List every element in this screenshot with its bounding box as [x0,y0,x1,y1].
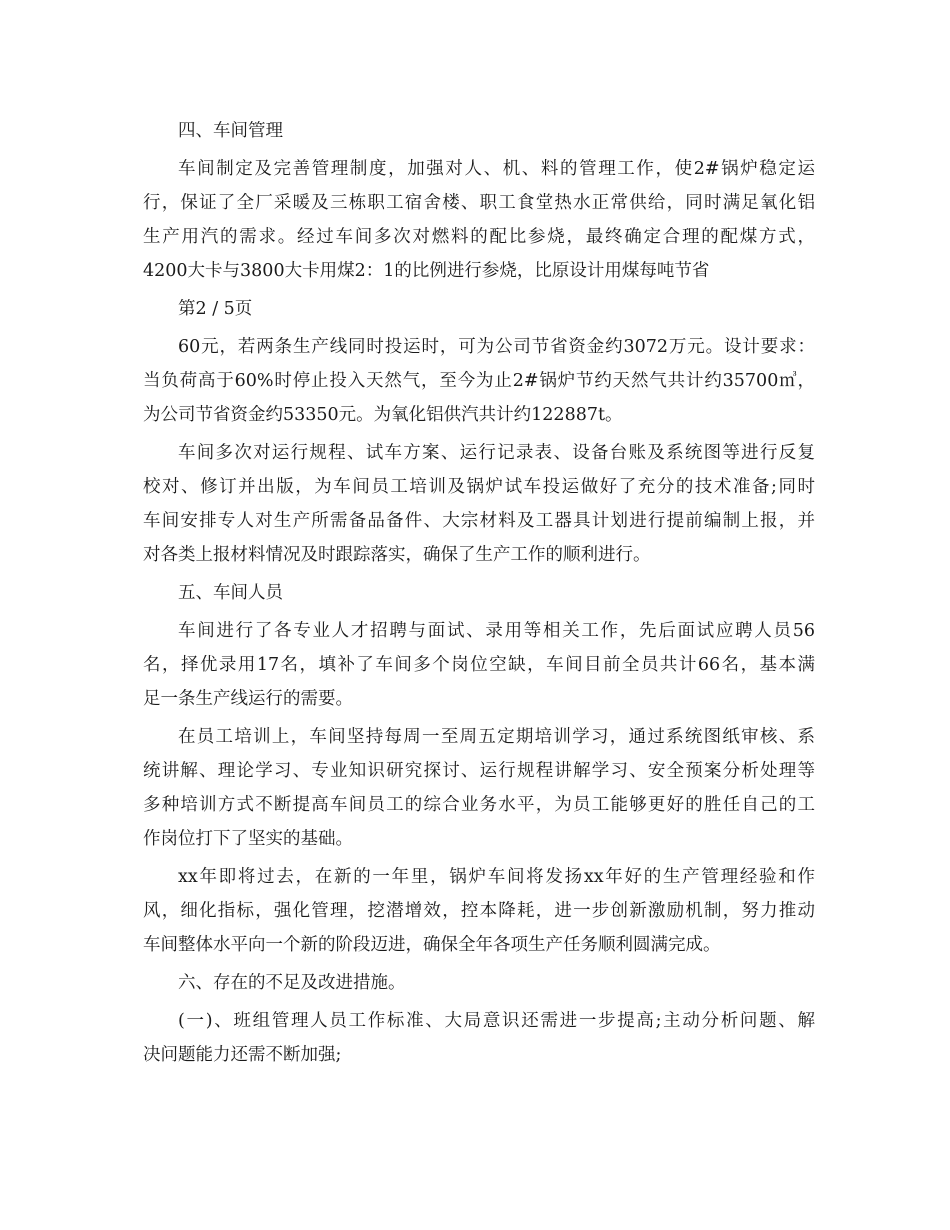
section-heading [143,114,815,148]
paragraph-line: 对各类上报材料情况及时跟踪落实，确保了生产工作的顺利进行。 [143,545,651,565]
paragraph-line: 名，择优录用17名，填补了车间多个岗位空缺，车间目前全员共计66名，基本满 [143,655,815,675]
paragraph-line: 决问题能力还需不断加强; [143,1045,342,1065]
heading-text: 六、存在的不足及改进措施。 [178,973,406,993]
paragraph-line: (一)、班组管理人员工作标准、大局意识还需进一步提高;主动分析问题、解 [178,1011,815,1031]
paragraph-line: 在员工培训上，车间坚持每周一至周五定期培训学习，通过系统图纸审核、系 [178,727,815,747]
paragraph [143,436,815,572]
paragraph-line: 统讲解、理论学习、专业知识研究探讨、运行规程讲解学习、安全预案分析处理等 [143,761,815,781]
paragraph-line: 车间多次对运行规程、试车方案、运行记录表、设备台账及系统图等进行反复 [178,443,815,463]
paragraph [143,860,815,962]
section-heading [143,292,815,326]
paragraph-line: 车间进行了各专业人才招聘与面试、录用等相关工作，先后面试应聘人员56 [178,621,815,641]
paragraph-line: 当负荷高于60%时停止投入天然气，至今为止2#锅炉节约天然气共计约35700㎥， [143,371,815,391]
paragraph-line: 4200大卡与3800大卡用煤2：1的比例进行参烧，比原设计用煤每吨节省 [143,261,710,281]
paragraph [143,720,815,856]
paragraph [143,1004,815,1072]
paragraph [143,330,815,432]
paragraph-line: xx年即将过去，在新的一年里，锅炉车间将发扬xx年好的生产管理经验和作 [178,867,815,887]
paragraph-line: 车间安排专人对生产所需备品备件、大宗材料及工器具计划进行提前编制上报，并 [143,511,815,531]
paragraph-line: 60元，若两条生产线同时投运时，可为公司节省资金约3072万元。设计要求： [178,337,815,357]
paragraph-line: 车间整体水平向一个新的阶段迈进，确保全年各项生产任务顺利圆满完成。 [143,935,721,955]
paragraph-line: 生产用汽的需求。经过车间多次对燃料的配比参烧，最终确定合理的配煤方式， [143,227,815,247]
document-body [143,114,815,1072]
heading-text: 第2 / 5页 [178,299,253,319]
paragraph [143,614,815,716]
paragraph-line: 行，保证了全厂采暖及三栋职工宿舍楼、职工食堂热水正常供给，同时满足氧化铝 [143,193,815,213]
paragraph-line: 车间制定及完善管理制度，加强对人、机、料的管理工作，使2#锅炉稳定运 [178,159,815,179]
section-heading [143,576,815,610]
section-heading [143,966,815,1000]
paragraph-line: 多种培训方式不断提高车间员工的综合业务水平，为员工能够更好的胜任自己的工 [143,795,815,815]
paragraph-line: 足一条生产线运行的需要。 [143,689,353,709]
heading-text: 五、车间人员 [178,583,283,603]
heading-text: 四、车间管理 [178,121,283,141]
paragraph-line: 作岗位打下了坚实的基础。 [143,829,353,849]
paragraph [143,152,815,288]
paragraph-line: 为公司节省资金约53350元。为氧化铝供汽共计约122887t。 [143,405,623,425]
paragraph-line: 风，细化指标，强化管理，挖潜增效，控本降耗，进一步创新激励机制，努力推动 [143,901,815,921]
paragraph-line: 校对、修订并出版，为车间员工培训及锅炉试车投运做好了充分的技术准备;同时 [143,477,815,497]
